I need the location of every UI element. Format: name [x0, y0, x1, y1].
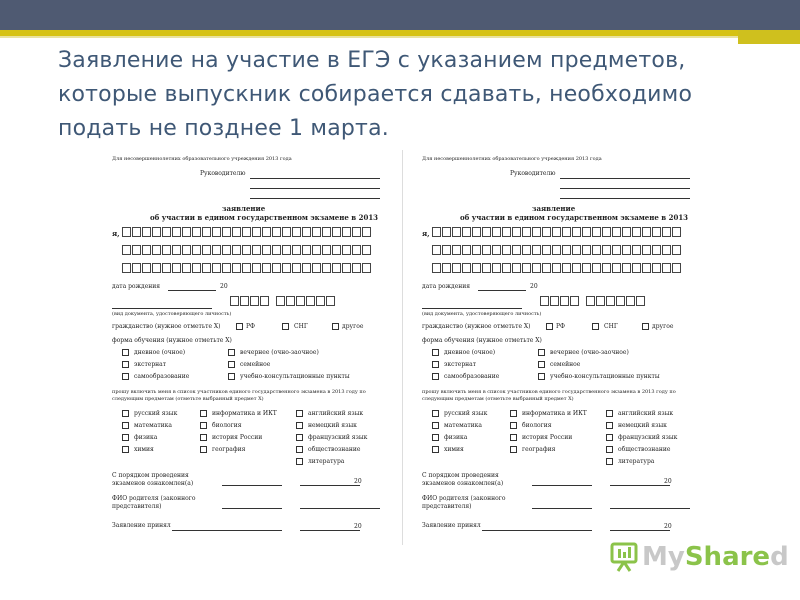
- familiar-label: С порядком проведения экзаменов ознакомлен(а): [112, 472, 194, 487]
- logo-text: MyShared: [642, 542, 789, 572]
- top-bar: [0, 0, 800, 30]
- name-boxes-1: [122, 227, 371, 237]
- form-ya: я,: [112, 229, 120, 238]
- form-director: Руководителю: [200, 170, 246, 177]
- parent-label: ФИО родителя (законного представителя): [112, 495, 196, 510]
- accepted-label: Заявление принял: [112, 522, 171, 529]
- citizenship-label: гражданство (нужное отметьте X): [112, 323, 221, 330]
- passport-boxes: [230, 296, 335, 306]
- dob-label: дата рождения: [112, 283, 161, 290]
- form-copy-left: Для несовершеннолетних образовательного учреждения 2013 года Руководителю заявление об участии в едином государственном экзамене в 2013 я, дата рождения 20 (вид документа, удостоверяющего личность) гражданство (нужное отметьте X) РФ СНГ другое форма обучения (нужное отметьте X) дневное (очное) вечернее (очно-заочное) экстернат семейное самообразование учебно-консультационные пункты прошу включить меня в список участников единого государственного экзамена в 2013 году по следующим предметам (отметьте выбранный предмет X) русский язык информатика и ИКТ английский язык математика биология немецкий язык физика история России французский язык химия география обществознание литература С порядком проведения экзаменов ознакомлен(а) 20 ФИО родителя (законного представителя) Заявление принял 20: [100, 150, 393, 540]
- study-form-label: форма обучения (нужное отметьте X): [112, 337, 232, 344]
- myshared-logo[interactable]: [610, 540, 789, 574]
- request-text: прошу включить меня в список участников единого государственного экзамена в 2013 году по следующим предметам (отметьте выбранный предмет X): [112, 389, 366, 402]
- form-subtitle: об участии в едином государственном экзамене в 2013: [150, 213, 379, 222]
- name-boxes-2: [122, 245, 371, 255]
- form-title: заявление: [222, 204, 266, 213]
- doc-label: (вид документа, удостоверяющего личность): [112, 311, 232, 317]
- document-separator: [402, 150, 403, 545]
- accent-line: [0, 36, 800, 38]
- slide-heading: Заявление на участие в ЕГЭ с указанием предметов, которые выпускник собирается сдавать, необходимо подать не позднее 1 марта.: [58, 48, 693, 141]
- accent-corner: [738, 30, 800, 44]
- form-header-note: Для несовершеннолетних образовательного учреждения 2013 года: [112, 156, 292, 162]
- presentation-board-icon: [610, 542, 638, 572]
- form-copy-right: Для несовершеннолетних образовательного учреждения 2013 года Руководителю заявление об участии в едином государственном экзамене в 2013 я, дата рождения 20 (вид документа, удостоверяющего личность) гражданство (нужное отметьте X) РФ СНГ другое форма обучения (нужное отметьте X) дневное (очное) вечернее (очно-заочное) экстернат семейное самообразование учебно-консультационные пункты прошу включить меня в список участников единого государственного экзамена в 2013 году по следующим предметам (отметьте выбранный предмет X) русский язык информатика и ИКТ английский язык математика биология немецкий язык физика история России французский язык химия география обществознание литература С порядком проведения экзаменов ознакомлен(а) 20 ФИО родителя (законного представителя) Заявление принял 20: [410, 150, 703, 540]
- name-boxes-3: [122, 263, 371, 273]
